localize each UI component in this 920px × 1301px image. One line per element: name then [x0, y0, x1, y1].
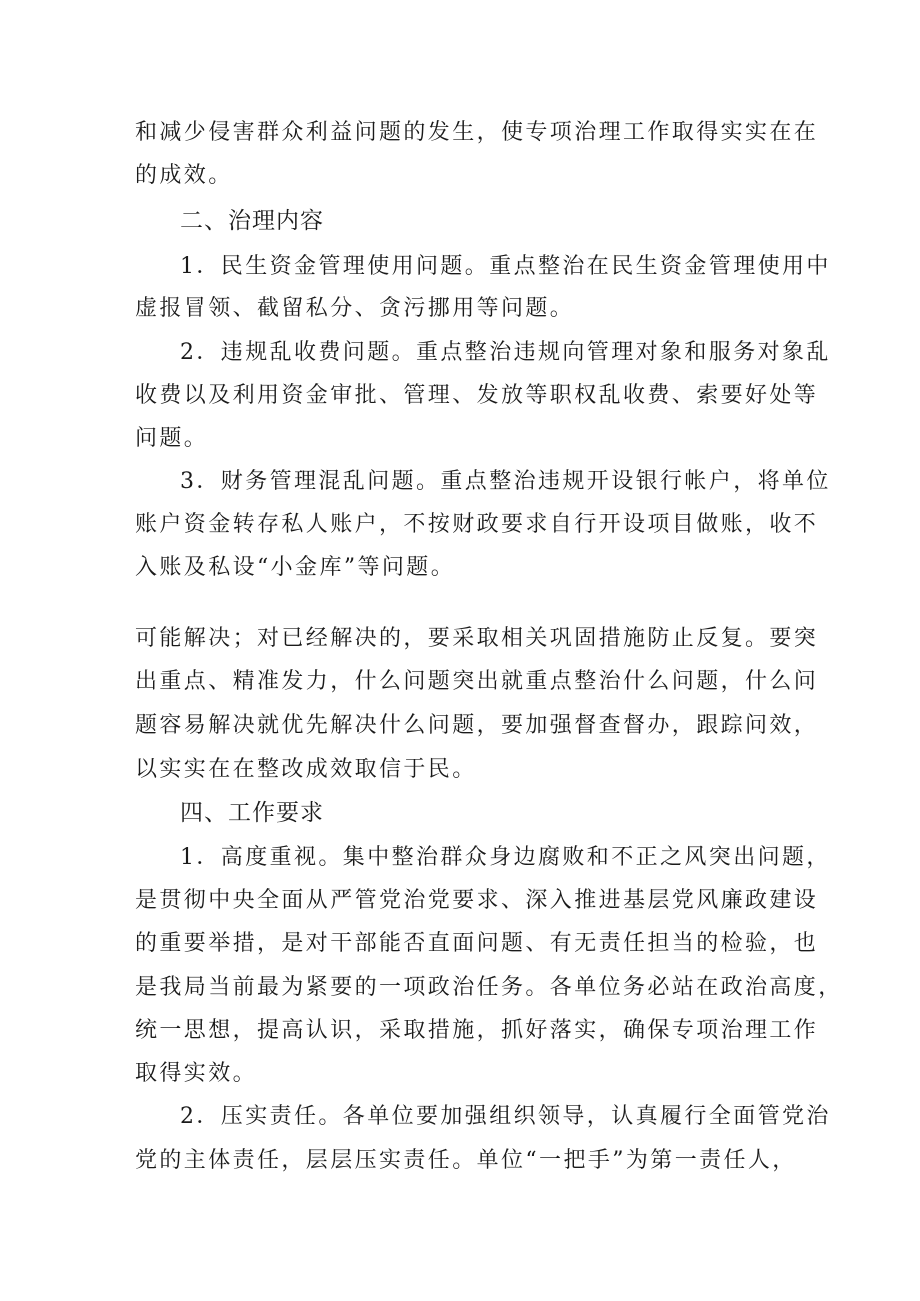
- req2-line-1: 2．压实责任。各单位要加强组织领导，认真履行全面管党治: [180, 1104, 831, 1129]
- item3-line-3: 入账及私设“小金库”等问题。: [135, 555, 456, 580]
- req1-line-1: 1．高度重视。集中整治群众身边腐败和不正之风突出问题，: [180, 845, 831, 870]
- item1-line-1: 1．民生资金管理使用问题。重点整治在民生资金管理使用中: [180, 254, 831, 279]
- continued-line-4: 以实实在在整改成效取信于民。: [135, 757, 477, 782]
- continued-line-2: 出重点、精准发力，什么问题突出就重点整治什么问题，什么问: [135, 669, 819, 694]
- req1-line-5: 统一思想，提高认识，采取措施，抓好落实，确保专项治理工作: [135, 1018, 819, 1043]
- intro-line-1: 和减少侵害群众利益问题的发生，使专项治理工作取得实实在在: [135, 120, 819, 145]
- item2-line-2: 收费以及利用资金审批、管理、发放等职权乱收费、索要好处等: [135, 383, 819, 408]
- item1-line-2: 虚报冒领、截留私分、贪污挪用等问题。: [135, 296, 575, 321]
- req1-line-4: 是我局当前最为紧要的一项政治任务。各单位务必站在政治高度，: [135, 975, 843, 1000]
- item2-line-1: 2．违规乱收费问题。重点整治违规向管理对象和服务对象乱: [180, 340, 831, 365]
- req1-line-3: 的重要举措，是对干部能否直面问题、有无责任担当的检验，也: [135, 931, 819, 956]
- item2-line-3: 问题。: [135, 426, 209, 451]
- section-heading-content: 二、治理内容: [180, 208, 324, 234]
- item3-line-1: 3．财务管理混乱问题。重点整治违规开设银行帐户，将单位: [180, 469, 831, 494]
- item3-line-2: 账户资金转存私人账户，不按财政要求自行开设项目做账，收不: [135, 512, 819, 537]
- req1-line-6: 取得实效。: [135, 1061, 258, 1086]
- intro-line-2: 的成效。: [135, 163, 233, 188]
- req2-line-2: 党的主体责任，层层压实责任。单位“一把手”为第一责任人，: [135, 1148, 797, 1173]
- continued-line-3: 题容易解决就优先解决什么问题，要加强督查督办，跟踪问效，: [135, 713, 819, 738]
- section-heading-requirements: 四、工作要求: [180, 800, 324, 826]
- req1-line-2: 是贯彻中央全面从严管党治党要求、深入推进基层党风廉政建设: [135, 888, 819, 913]
- continued-line-1: 可能解决；对已经解决的，要采取相关巩固措施防止反复。要突: [135, 626, 819, 651]
